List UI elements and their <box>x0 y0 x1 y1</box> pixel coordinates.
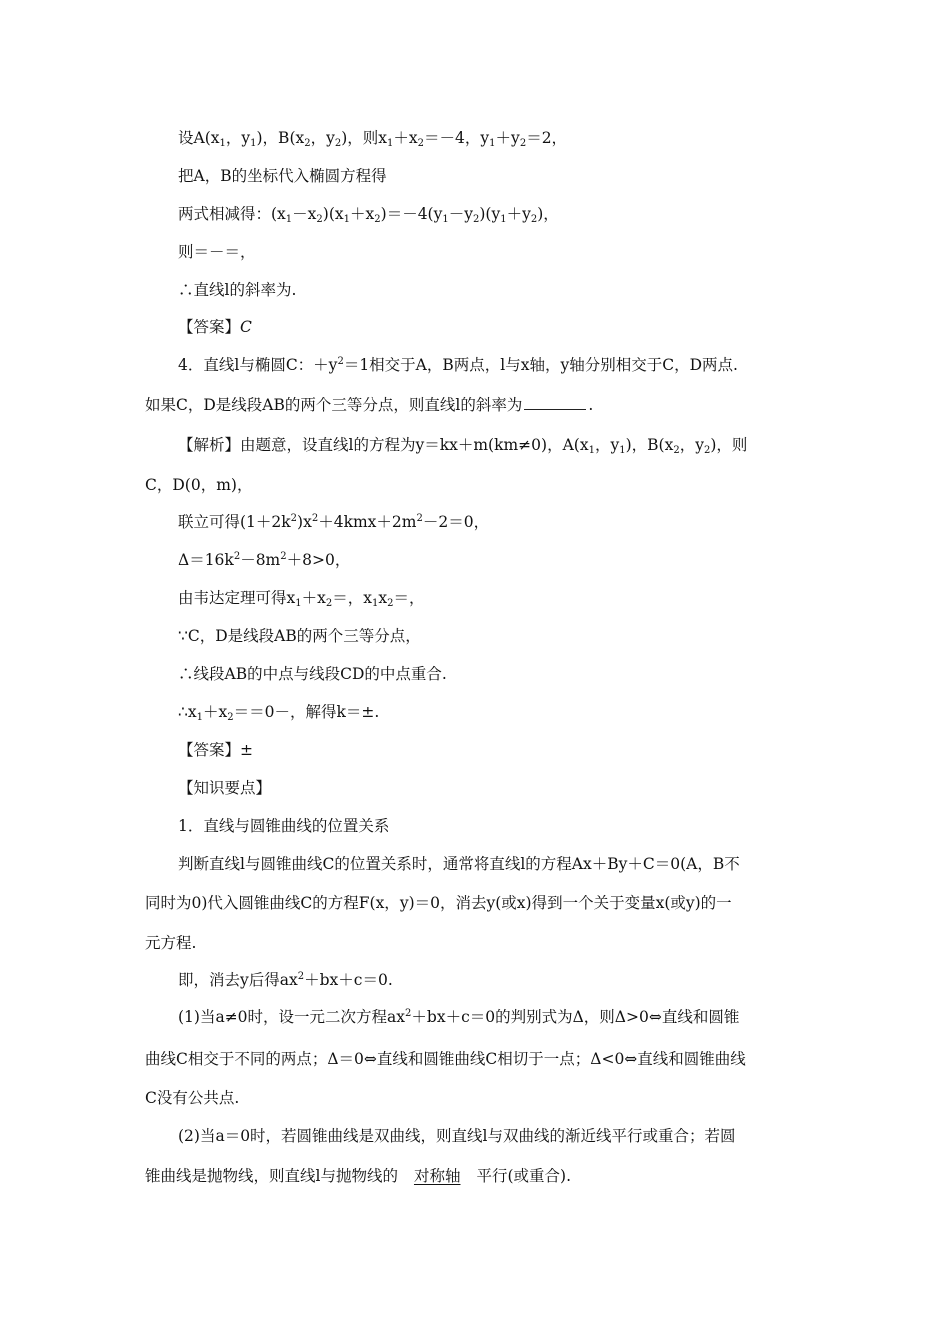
text-line: 两式相减得：$(x_1-x_2)(x_1+x_2)=-4(y_1-y_2)(y_1+y_2)$， <box>178 205 559 225</box>
paragraph-line: 判断直线l与圆锥曲线C的位置关系时，通常将直线l的方程Ax＋By＋C＝0(A，B不 <box>178 855 740 873</box>
solution-line: $\Delta=16k^2-8m^2+8>0$， <box>178 551 351 569</box>
subsection-heading: 1．直线与圆锥曲线的位置关系 <box>178 817 390 835</box>
paragraph-line: 锥曲线是抛物线，则直线l与抛物线的 对称轴 平行(或重合). <box>145 1167 572 1185</box>
section-heading: 【知识要点】 <box>178 779 272 797</box>
answer-blank <box>524 393 586 410</box>
question-line: 4．直线l与椭圆C：$+y^2=1$相交于A，B两点，l与x轴，y轴分别相交于C，D两点. <box>178 356 738 374</box>
solution-line: C，D(0，m)， <box>145 476 253 494</box>
text-line: 设$A(x_1$，$y_1$)，$B(x_2$，$y_2$)，则$x_1+x_2=-4$，$y_1+y_2=2$， <box>178 129 568 149</box>
paragraph-line: (1)当a≠0时，设一元二次方程$ax^2+bx+c=0$的判别式为Δ，则Δ>0⇔直线和圆锥 <box>178 1008 740 1026</box>
answer-line: 【答案】± <box>178 741 253 759</box>
paragraph-line: C没有公共点. <box>145 1089 240 1107</box>
solution-line: 【解析】由题意，设直线l的方程为y＝kx＋m(km≠0)，$A(x_1$，$y_1$)，$B(x_2$，$y_2$)，则 <box>178 436 748 456</box>
solution-line: ∵C，D是线段AB的两个三等分点， <box>178 627 421 645</box>
text-line: 把A，B的坐标代入椭圆方程得 <box>178 167 387 185</box>
answer-line: 【答案】C <box>178 318 252 336</box>
text-line: ∴直线l的斜率为. <box>178 281 297 299</box>
paragraph-line: 同时为0)代入圆锥曲线C的方程F(x，y)＝0，消去y(或x)得到一个关于变量x(或y)的一 <box>145 894 732 912</box>
paragraph-line: 元方程. <box>145 934 197 952</box>
solution-line: $\therefore x_1+x_2==0-$，解得k＝±. <box>178 703 380 723</box>
question-line: 如果C，D是线段AB的两个三等分点，则直线l的斜率为 . <box>145 393 593 415</box>
text-line: 则＝－＝， <box>178 243 256 261</box>
paragraph-line: (2)当a＝0时，若圆锥曲线是双曲线，则直线l与双曲线的渐近线平行或重合；若圆 <box>178 1127 736 1145</box>
solution-line: 由韦达定理可得$x_1+x_2=$，$x_1x_2=$， <box>178 589 425 609</box>
solution-line: ∴线段AB的中点与线段CD的中点重合. <box>178 665 447 683</box>
paragraph-line: 曲线C相交于不同的两点；Δ＝0⇔直线和圆锥曲线C相切于一点；Δ<0⇔直线和圆锥曲线 <box>145 1050 746 1068</box>
paragraph-line: 即，消去y后得$ax^2+bx+c=0$. <box>178 971 393 989</box>
filled-blank: 对称轴 <box>413 1167 461 1185</box>
solution-line: 联立可得$(1+2k^2)x^2+4kmx+2m^2-2=0$， <box>178 513 490 531</box>
